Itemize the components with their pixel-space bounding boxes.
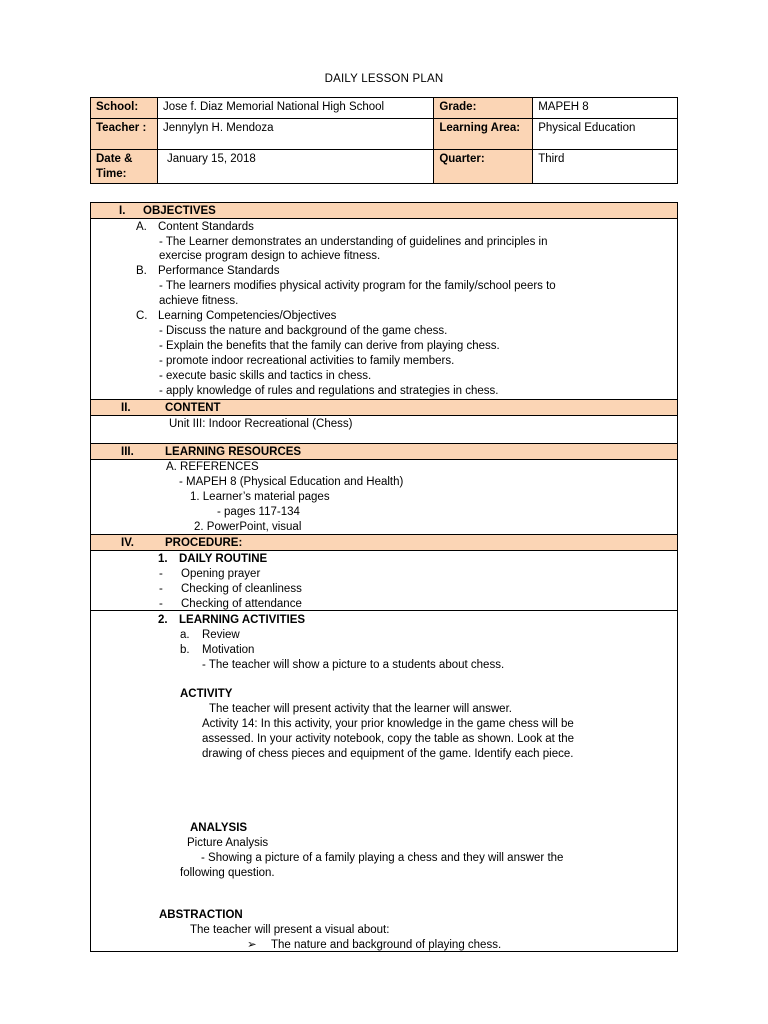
quarter-value: Third	[533, 150, 678, 184]
resources-section-header	[91, 444, 678, 460]
analysis-text: following question.	[180, 867, 275, 879]
bullet-dash: -	[159, 583, 163, 595]
performance-standards-text: - The learners modifies physical activity program for the family/school peers to	[159, 280, 556, 292]
section-number: II.	[121, 402, 131, 414]
activity-intro: The teacher will present activity that the learner will answer.	[209, 703, 512, 715]
list-letter: b.	[180, 644, 190, 656]
activity-text: assessed. In your activity notebook, copy the table as shown. Look at the	[202, 733, 575, 745]
date-time-value: January 15, 2018	[157, 150, 433, 184]
lesson-info-table	[90, 97, 678, 184]
school-label: School:	[91, 98, 158, 119]
teacher-value: Jennylyn H. Mendoza	[157, 119, 433, 150]
learning-area-value: Physical Education	[533, 119, 678, 150]
list-letter: B.	[136, 265, 147, 277]
routine-item: Checking of cleanliness	[181, 583, 302, 595]
content-text: Unit III: Indoor Recreational (Chess)	[169, 418, 353, 430]
learning-activities-body	[91, 611, 678, 952]
competency-item: - execute basic skills and tactics in chess.	[159, 370, 372, 382]
learning-activities-title: LEARNING ACTIVITIES	[179, 614, 306, 626]
school-value: Jose f. Diaz Memorial National High School	[157, 98, 433, 119]
lesson-plan-table	[90, 202, 678, 952]
abstraction-text: The teacher will present a visual about:	[190, 924, 390, 936]
objectives-section-header	[91, 203, 678, 219]
motivation-text: - The teacher will show a picture to a students about chess.	[202, 659, 505, 671]
activity-text: Activity 14: In this activity, your prior knowledge in the game chess will be	[202, 718, 574, 730]
list-number: 2.	[158, 614, 168, 626]
performance-standards-text: achieve fitness.	[159, 295, 239, 307]
resource-line: - MAPEH 8 (Physical Education and Health)	[179, 476, 404, 488]
analysis-title: ANALYSIS	[190, 822, 248, 834]
abstraction-bullet-text: The nature and background of playing chess.	[271, 939, 502, 951]
list-number: 1.	[158, 553, 168, 565]
list-letter: A.	[136, 221, 147, 233]
analysis-text: - Showing a picture of a family playing a chess and they will answer the	[201, 852, 564, 864]
procedure-section-header	[91, 535, 678, 551]
grade-value: MAPEH 8	[533, 98, 678, 119]
performance-standards-title: Performance Standards	[158, 265, 280, 277]
section-heading: OBJECTIVES	[143, 205, 216, 217]
competencies-title: Learning Competencies/Objectives	[158, 310, 337, 322]
date-time-label: Date & Time:	[91, 150, 158, 184]
daily-routine-body	[91, 551, 678, 611]
daily-routine-title: DAILY ROUTINE	[179, 553, 268, 565]
list-letter: a.	[180, 629, 190, 641]
resource-line: 2. PowerPoint, visual	[194, 521, 302, 533]
motivation-label: Motivation	[202, 644, 255, 656]
content-standards-text: - The Learner demonstrates an understanding of guidelines and principles in	[159, 236, 548, 248]
routine-item: Checking of attendance	[181, 598, 302, 610]
section-heading: LEARNING RESOURCES	[165, 446, 302, 458]
competency-item: - apply knowledge of rules and regulations and strategies in chess.	[159, 385, 499, 397]
analysis-subtitle: Picture Analysis	[187, 837, 269, 849]
competency-item: - Explain the benefits that the family can derive from playing chess.	[159, 340, 500, 352]
content-body	[91, 416, 678, 444]
page-title: DAILY LESSON PLAN	[324, 73, 444, 85]
arrow-bullet-icon: ➢	[247, 939, 257, 951]
section-heading: CONTENT	[165, 402, 221, 414]
review-label: Review	[202, 629, 240, 641]
section-number: I.	[119, 205, 126, 217]
bullet-dash: -	[159, 598, 163, 610]
resources-body	[91, 460, 678, 535]
resource-line: A. REFERENCES	[166, 461, 259, 473]
activity-title: ACTIVITY	[180, 688, 233, 700]
quarter-label: Quarter:	[434, 150, 533, 184]
content-standards-text: exercise program design to achieve fitness.	[159, 250, 381, 262]
teacher-label: Teacher :	[91, 119, 158, 150]
resource-line: 1. Learner’s material pages	[190, 491, 330, 503]
competency-item: - promote indoor recreational activities to family members.	[159, 355, 455, 367]
routine-item: Opening prayer	[181, 568, 261, 580]
activity-text: drawing of chess pieces and equipment of the game. Identify each piece.	[202, 748, 574, 760]
section-number: IV.	[121, 537, 135, 549]
section-heading: PROCEDURE:	[165, 537, 243, 549]
list-letter: C.	[136, 310, 148, 322]
learning-area-label: Learning Area:	[434, 119, 533, 150]
content-section-header	[91, 400, 678, 416]
competency-item: - Discuss the nature and background of the game chess.	[159, 325, 448, 337]
grade-label: Grade:	[434, 98, 533, 119]
bullet-dash: -	[159, 568, 163, 580]
abstraction-title: ABSTRACTION	[159, 909, 243, 921]
resource-line: - pages 117-134	[217, 506, 300, 518]
content-standards-title: Content Standards	[158, 221, 254, 233]
section-number: III.	[121, 446, 134, 458]
objectives-body	[91, 219, 678, 400]
